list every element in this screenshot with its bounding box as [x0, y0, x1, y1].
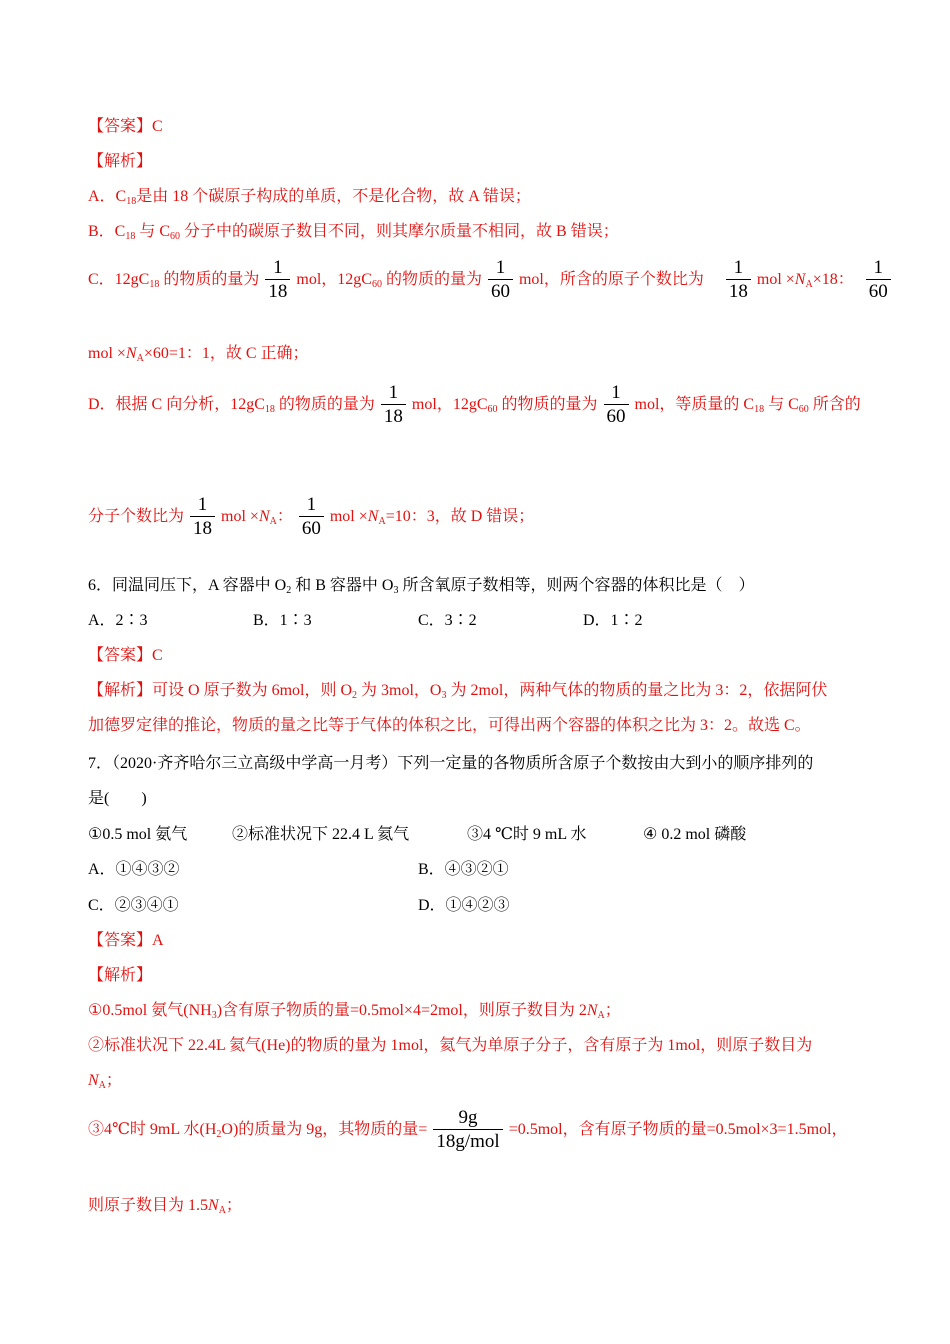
q5-option-c-explanation-cont: mol $\times N_A\times 60=1$：1，故 C 正确；: [88, 345, 309, 364]
q6-answer-label: 【答案】C: [88, 647, 163, 664]
fraction-1-18: $\frac{1}{18}$: [190, 494, 215, 541]
q5-option-a-explanation: A．$C_{18}$是由 18 个碳原子构成的单质，不是化合物，故 A 错误；: [88, 188, 531, 207]
q5-option-d-explanation-cont: 分子个数比为 $\frac{1}{18}$ mol $\times N_A$： $\frac{1}{60}$ mol $\times N_A=10$：3，故 D 错误；: [88, 494, 535, 539]
q7-stem-cont: 是( ): [88, 790, 147, 807]
fraction-1-60: $\frac{1}{60}$: [866, 257, 891, 304]
q7-answer-label: 【答案】A: [88, 932, 164, 949]
q5-answer-label: 【答案】C: [88, 118, 163, 135]
fraction-1-18: $\frac{1}{18}$: [381, 382, 406, 429]
q6-analysis: 【解析】可设 O 原子数为 6mol，则 $O_2$ 为 3mol，$O_3$ 为 2mol，两种气体的物质的量之比为 3：2，依据阿伏: [88, 682, 828, 701]
q7-item-3: ③4 ℃时 9 mL 水: [467, 826, 587, 843]
q5-option-b-explanation: B．$C_{18}$ 与 $C_{60}$ 分子中的碳原子数目不同，则其摩尔质量不相同，故 B 错误；: [88, 223, 619, 242]
q6-option-d: D．1∶2: [583, 612, 643, 629]
q7-analysis-line-3: ③4℃时 9mL 水$(H_2O)$的质量为 9g，其物质的量= $\frac{9g}{\text{18g/mol}}$ =0.5mol，含有原子物质的量=0.5mol×3=1.5mol，: [88, 1107, 848, 1152]
q6-option-c: C．3∶2: [418, 612, 477, 629]
q7-item-4: ④ 0.2 mol 磷酸: [643, 826, 747, 843]
q5-option-d-explanation: D．根据 C 向分析，$12gC_{18}$ 的物质的量为 $\frac{1}{18}$ mol，$12gC_{60}$ 的物质的量为 $\frac{1}{60}$ mol，等质量的 $C_{18}$ 与 $C_{60}$ 所含的: [88, 382, 861, 427]
q6-stem: 6．同温同压下，A 容器中 $O_2$ 和 B 容器中 $O_3$ 所含氧原子数相等，则两个容器的体积比是（ ）: [88, 577, 755, 596]
q7-analysis-line-4: 则原子数目为 $1.5N_A$；: [88, 1197, 242, 1216]
q7-analysis-line-2: ②标准状况下 22.4L 氦气(He)的物质的量为 1mol，氦气为单原子分子，含有原子为 1mol，则原子数目为: [88, 1037, 813, 1054]
q6-analysis-cont: 加德罗定律的推论，物质的量之比等于气体的体积之比，可得出两个容器的体积之比为 3：2。故选 C。: [88, 717, 811, 734]
fraction-1-60: $\frac{1}{60}$: [604, 382, 629, 429]
q7-analysis-label: 【解析】: [88, 967, 153, 984]
q7-option-a: A．①④③②: [88, 861, 180, 878]
q7-option-c: C．②③④①: [88, 897, 179, 914]
q7-option-d: D．①④②③: [418, 897, 510, 914]
q5-analysis-label: 【解析】: [88, 153, 153, 170]
q7-stem: 7．（2020·齐齐哈尔三立高级中学高一月考）下列一定量的各物质所含原子个数按由大到小的顺序排列的: [88, 755, 814, 772]
q7-analysis-line-2-cont: $N_A$；: [88, 1072, 122, 1091]
fraction-1-60: $\frac{1}{60}$: [488, 257, 513, 304]
fraction-9g-per-18g-mol: $\frac{9g}{\text{18g/mol}}$: [433, 1107, 502, 1154]
q7-analysis-line-1: ①0.5mol 氨气$(NH_3)$含有原子物质的量=0.5mol×4=2mol，则原子数目为 $2N_A$；: [88, 1002, 621, 1021]
q7-item-1: ①0.5 mol 氨气: [88, 826, 188, 843]
fraction-1-18: $\frac{1}{18}$: [265, 257, 290, 304]
fraction-1-18: $\frac{1}{18}$: [726, 257, 751, 304]
q7-item-2: ②标准状况下 22.4 L 氦气: [232, 826, 410, 843]
q6-option-a: A．2∶3: [88, 612, 148, 629]
q7-option-b: B．④③②①: [418, 861, 509, 878]
q5-option-c-explanation: C．$12gC_{18}$ 的物质的量为 $\frac{1}{18}$ mol，$12gC_{60}$ 的物质的量为 $\frac{1}{60}$ mol，所含的原子个数比为 $\frac{1}{18}$ mol $\times N_A\times 18$： $\frac{1}{60}$: [88, 257, 893, 304]
fraction-1-60: $\frac{1}{60}$: [299, 494, 324, 541]
q6-option-b: B．1∶3: [253, 612, 312, 629]
